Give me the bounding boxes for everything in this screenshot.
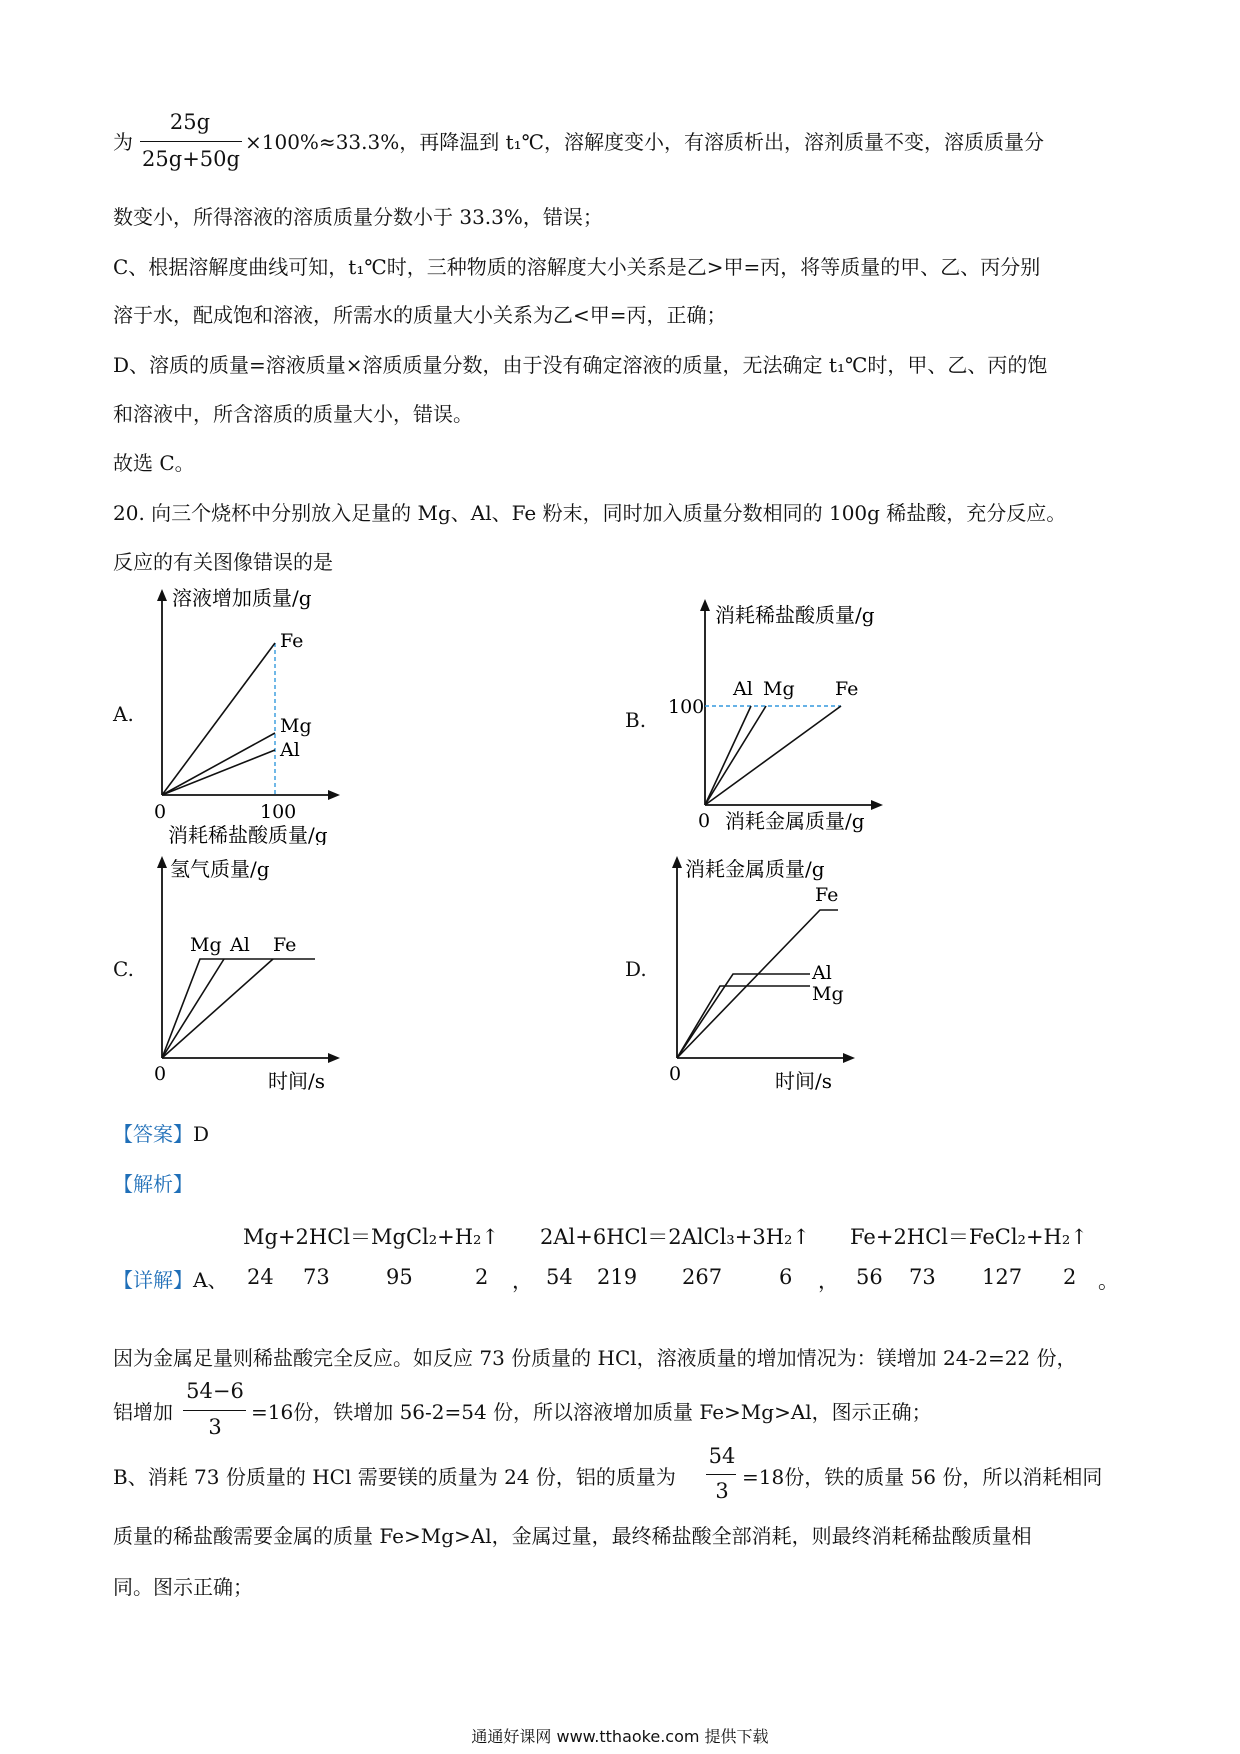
text-line-7: 故选 C。 [113,451,195,475]
option-a-label: A. [113,702,134,726]
detail-a: A、 [193,1268,228,1292]
answer-value: D [193,1122,210,1146]
chart-a-label-fe: Fe [280,630,304,652]
chart-b-y-tick-100: 100 [668,696,705,718]
eq-mass-fe-1: 56 [856,1265,883,1289]
chart-b-x-arrow [871,800,883,810]
question-20-line-2: 反应的有关图像错误的是 [113,550,333,574]
question-20-line-1: 20. 向三个烧杯中分别放入足量的 Mg、Al、Fe 粉末，同时加入质量分数相同的 100g 稀盐酸，充分反应。 [113,501,1067,525]
text-line-b2: 质量的稀盐酸需要金属的质量 Fe>Mg>Al，金属过量，最终稀盐酸全部消耗，则最终消耗稀盐酸质量相 [113,1524,1032,1548]
option-b-label: B. [625,708,647,732]
line1-rest: ×100%≈33.3%，再降温到 t₁℃，溶解度变小，有溶质析出，溶剂质量不变，溶质质量分 [245,130,1045,154]
chart-b-label-al: Al [733,678,753,700]
text-line-5: D、溶质的质量=溶液质量×溶质质量分数，由于没有确定溶液的质量，无法确定 t₁℃时，甲、乙、丙的饱 [113,353,1048,377]
eq-mass-al-3: 267 [682,1265,723,1289]
eq-sep-2: ， [818,1269,839,1293]
chart-b-series-al [705,706,751,805]
equation-fe: Fe+2HCl＝FeCl₂+H₂↑ [850,1225,1088,1249]
chart-a-x-tick-100: 100 [260,801,297,823]
eq-mass-fe-4: 2 [1063,1265,1077,1289]
eq-mass-mg-2: 73 [303,1265,330,1289]
chart-a-origin: 0 [154,801,167,823]
chart-b-label-mg: Mg [763,678,795,700]
eq-mass-fe-2: 73 [909,1265,936,1289]
chart-b-ylabel: 消耗稀盐酸质量/g [715,603,875,627]
fraction-a2-numerator: 54−6 [186,1379,244,1403]
equation-mg: Mg+2HCl＝MgCl₂+H₂↑ [243,1225,500,1249]
eq-mass-al-1: 54 [546,1265,573,1289]
chart-c [150,850,370,1100]
line-b1-prefix: B、消耗 73 份质量的 HCl 需要镁的质量为 24 份，铝的质量为 [113,1465,676,1489]
eq-mass-mg-4: 2 [475,1265,489,1289]
line1-prefix: 为 [113,130,133,154]
eq-end: 。 [1098,1269,1119,1293]
option-d-label: D. [625,957,647,981]
detail-tag: 【详解】 [113,1268,193,1292]
fraction-a2-denominator: 3 [208,1415,222,1439]
fraction-b1-denominator: 3 [715,1479,729,1503]
chart-b-label-fe: Fe [835,678,859,700]
fraction-b1-numerator: 54 [708,1444,736,1468]
eq-mass-mg-3: 95 [386,1265,413,1289]
chart-d-label-fe: Fe [815,884,839,906]
chart-c-series-fe [162,959,273,1058]
chart-d-series-mg [677,986,810,1058]
chart-d-label-al: Al [812,962,832,984]
text-line-4: 溶于水，配成饱和溶液，所需水的质量大小关系为乙<甲=丙，正确； [113,303,727,327]
eq-sep-1: ， [512,1269,533,1293]
page-footer: 通通好课网 www.tthaoke.com 提供下载 [471,1727,769,1746]
chart-d [665,850,905,1100]
chart-d-origin: 0 [669,1063,682,1085]
line-a2-rest: =16份，铁增加 56-2=54 份，所以溶液增加质量 Fe>Mg>Al，图示正确； [251,1400,932,1424]
chart-d-label-mg: Mg [812,983,844,1005]
chart-d-x-arrow [843,1053,855,1063]
chart-a-y-arrow [157,589,167,601]
fraction-b1-bar [706,1474,736,1475]
fraction-a2-bar [183,1410,246,1411]
eq-mass-al-4: 6 [779,1265,793,1289]
chart-b-xlabel: 消耗金属质量/g [725,809,865,833]
chart-c-label-fe: Fe [273,934,297,956]
chart-c-xlabel: 时间/s [268,1069,326,1093]
text-line-6: 和溶液中，所含溶质的质量大小，错误。 [113,402,473,426]
line-b1-rest: =18份，铁的质量 56 份，所以消耗相同 [742,1465,1103,1489]
chart-c-y-arrow [157,856,167,868]
chart-b-series-mg [705,706,766,805]
answer-tag: 【答案】 [113,1122,193,1146]
chart-b-series-fe [705,706,841,805]
line-a2-prefix: 铝增加 [113,1400,173,1424]
text-line-2: 数变小，所得溶液的溶质质量分数小于 33.3%，错误； [113,205,603,229]
eq-mass-al-2: 219 [597,1265,638,1289]
text-line-1 [113,128,133,156]
chart-c-origin: 0 [154,1063,167,1085]
chart-b [665,595,905,845]
chart-d-ylabel: 消耗金属质量/g [685,857,825,881]
chart-a-ylabel: 溶液增加质量/g [172,586,312,610]
detail-line [113,1266,227,1294]
chart-a [150,585,370,845]
answer-line [113,1120,209,1148]
chart-c-series-al [162,959,224,1058]
chart-c-label-mg: Mg [190,934,222,956]
chart-b-y-arrow [700,599,710,611]
chart-b-origin: 0 [698,810,711,832]
chart-c-label-al: Al [230,934,250,956]
text-line-b3: 同。图示正确； [113,1575,253,1599]
chart-a-xlabel: 消耗稀盐酸质量/g [168,823,328,845]
analysis-line [113,1170,193,1198]
chart-a-label-mg: Mg [280,715,312,737]
chart-d-xlabel: 时间/s [775,1069,833,1093]
option-c-label: C. [113,957,134,981]
fraction-bar [140,141,242,142]
chart-c-series-mg [162,959,315,1058]
chart-a-series-mg [162,733,275,795]
chart-a-x-arrow [328,790,340,800]
fraction-numerator: 25g [169,110,211,134]
chart-c-ylabel: 氢气质量/g [170,857,270,881]
eq-mass-mg-1: 24 [247,1265,274,1289]
equation-al: 2Al+6HCl＝2AlCl₃+3H₂↑ [540,1225,811,1249]
text-line-a1: 因为金属足量则稀盐酸完全反应。如反应 73 份质量的 HCl，溶液质量的增加情况为：镁增加 24-2=22 份， [113,1346,1077,1370]
chart-d-y-arrow [672,856,682,868]
text-line-3: C、根据溶解度曲线可知，t₁℃时，三种物质的溶解度大小关系是乙>甲=丙，将等质量的甲、乙、丙分别 [113,255,1041,279]
fraction-denominator: 25g+50g [142,147,240,171]
eq-mass-fe-3: 127 [982,1265,1023,1289]
chart-a-label-al: Al [280,739,300,761]
chart-c-x-arrow [328,1053,340,1063]
analysis-tag: 【解析】 [113,1172,193,1196]
